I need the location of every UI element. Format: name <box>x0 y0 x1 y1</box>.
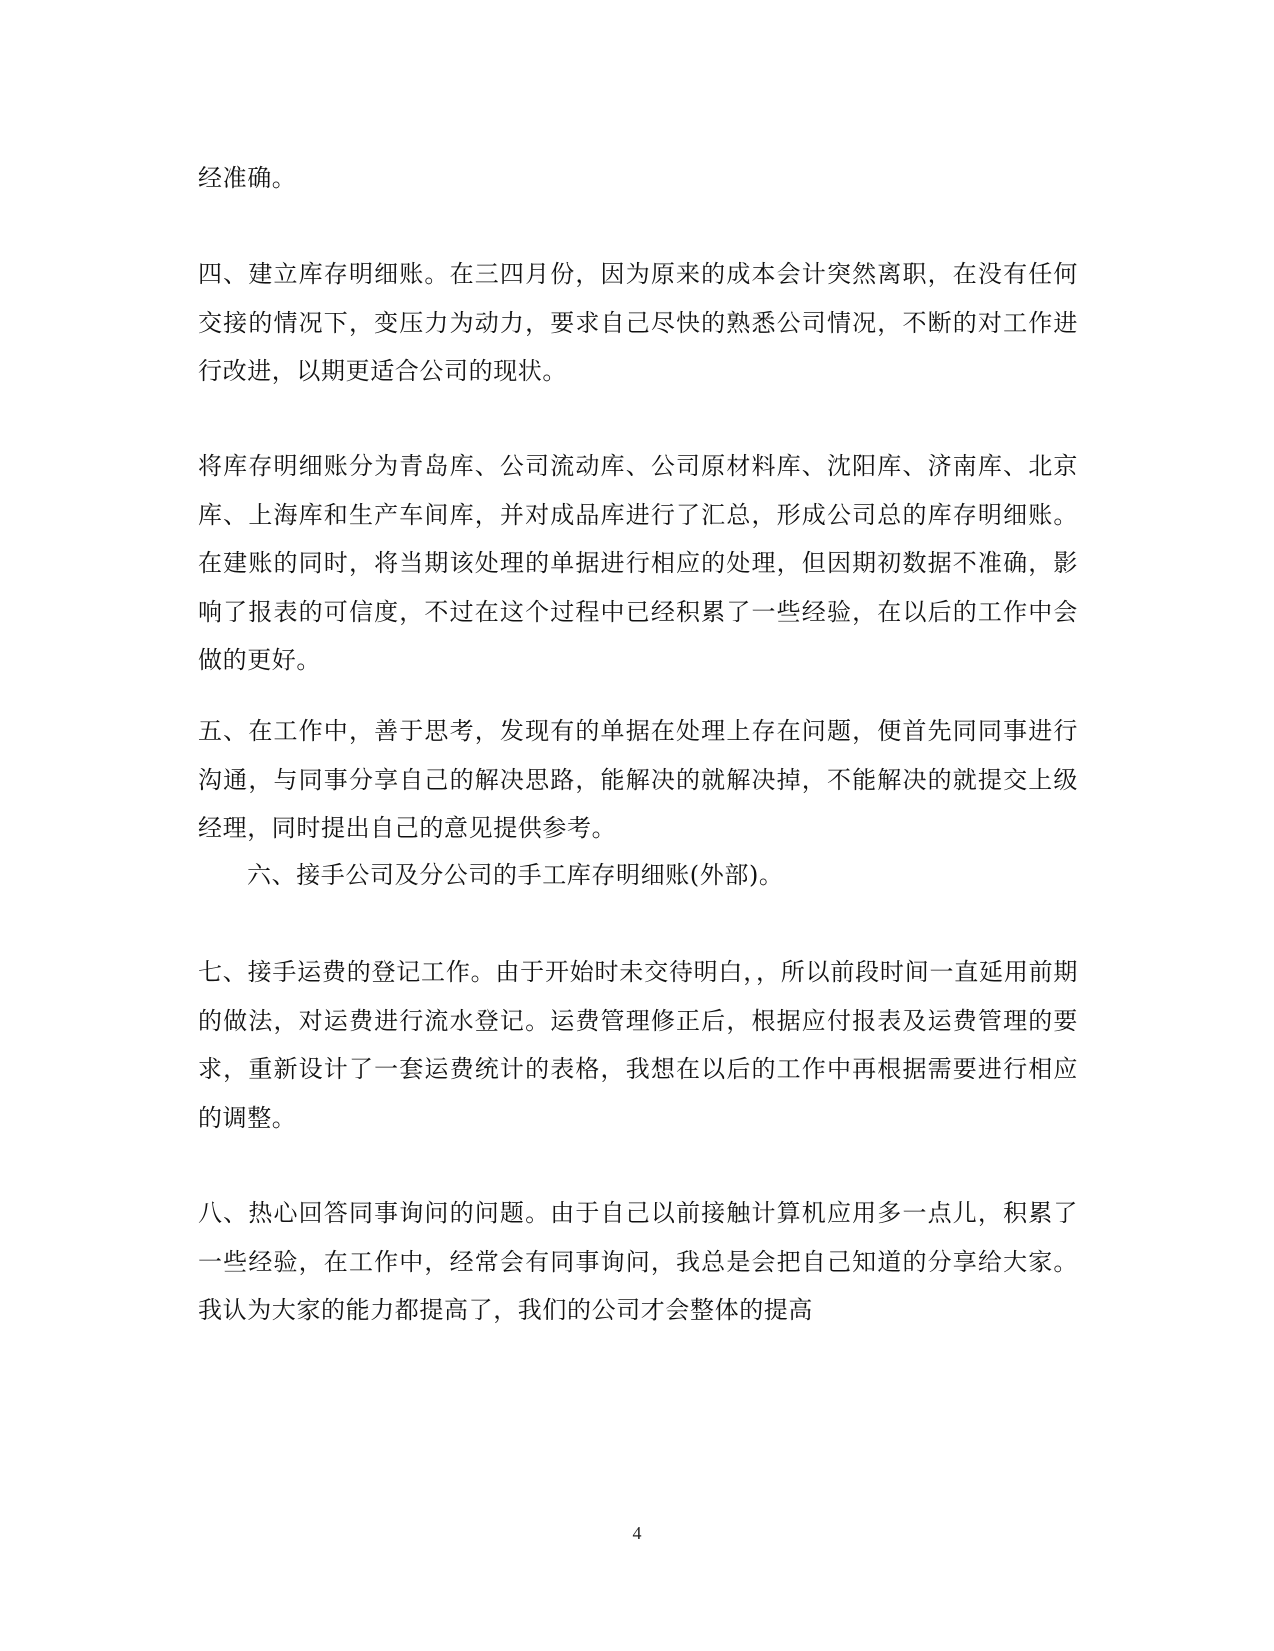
paragraph-item-4: 四、建立库存明细账。在三四月份，因为原来的成本会计突然离职，在没有任何交接的情况下，变压力为动力，要求自己尽快的熟悉公司情况，不断的对工作进行改进，以期更适合公司的现状。 <box>198 260 1078 385</box>
paragraph-item-7: 七、接手运费的登记工作。由于开始时未交待明白，，所以前段时间一直延用前期的做法，对运费进行流水登记。运费管理修正后，根据应付报表及运费管理的要求，重新设计了一套运费统计的表格，我想在以后的工作中再根据需要进行相应的调整。 <box>198 958 1078 1132</box>
paragraph-item-8: 八、热心回答同事询问的问题。由于自己以前接触计算机应用多一点儿，积累了一些经验，在工作中，经常会有同事询问，我总是会把自己知道的分享给大家。我认为大家的能力都提高了，我们的公司才会整体的提高 <box>198 1199 1078 1324</box>
paragraph-inventory-ledger: 将库存明细账分为青岛库、公司流动库、公司原材料库、沈阳库、济南库、北京库、上海库和生产车间库，并对成品库进行了汇总，形成公司总的库存明细账。在建账的同时，将当期该处理的单据进行相应的处理，但因期初数据不准确，影响了报表的可信度，不过在这个过程中已经积累了一些经验，在以后的工作中会做的更好。 <box>198 452 1078 674</box>
paragraph-item-5: 五、在工作中，善于思考，发现有的单据在处理上存在问题，便首先同同事进行沟通，与同事分享自己的解决思路，能解决的就解决掉，不能解决的就提交上级经理，同时提出自己的意见提供参考。 <box>198 717 1078 842</box>
page-number: 4 <box>632 1523 642 1543</box>
paragraph-item-6: 六、接手公司及分公司的手工库存明细账(外部)。 <box>247 861 784 889</box>
paragraph-continuation: 经准确。 <box>198 164 297 192</box>
